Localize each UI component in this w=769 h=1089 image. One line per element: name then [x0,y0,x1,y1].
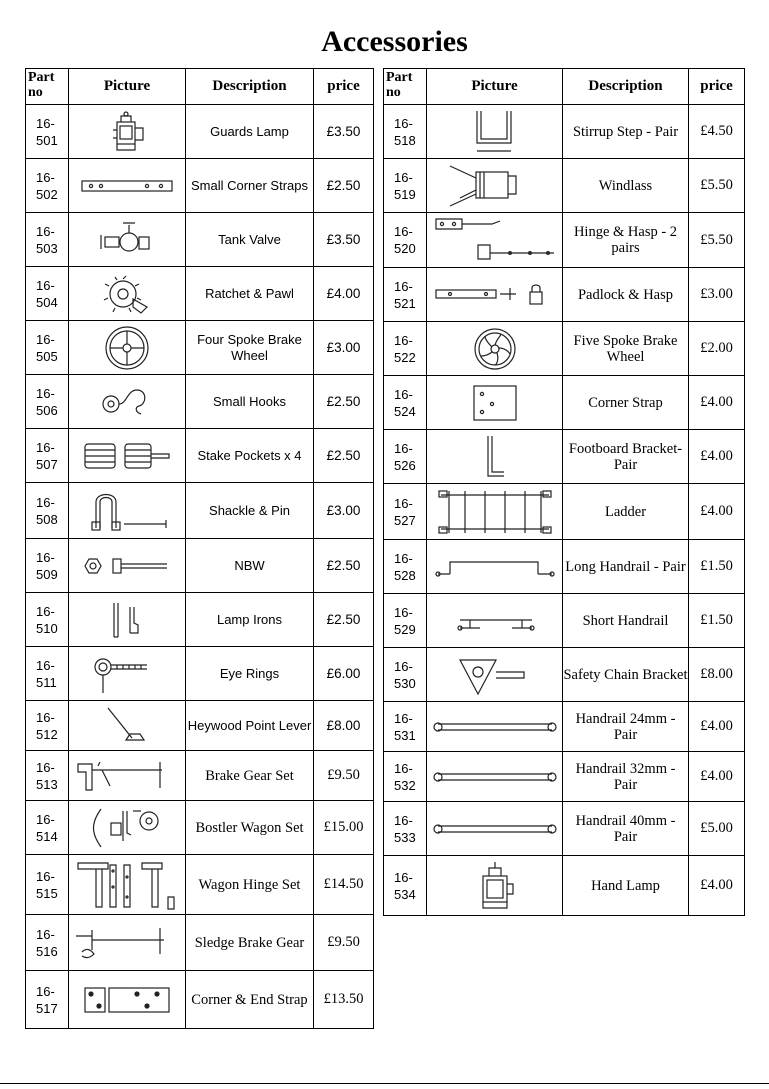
description: Guards Lamp [186,105,314,159]
part-number: 16- 526 [384,430,427,484]
table-row [384,802,745,856]
price: £14.50 [314,855,374,915]
part-number: 16- 529 [384,594,427,648]
header-price: price [314,69,374,105]
page-title: Accessories [321,25,468,58]
table-row [26,267,374,321]
table-row [26,915,374,971]
part-number: 16- 531 [384,702,427,752]
part-number: 16- 522 [384,322,427,376]
part-number: 16- 520 [384,213,427,268]
header-part-no: Part no [384,69,427,105]
description: Handrail 32mm - Pair [563,752,689,802]
table-row [384,484,745,540]
ratchet-pawl-icon [69,267,186,321]
table-row [384,856,745,916]
header-description: Description [186,69,314,105]
stake-pockets-icon [69,429,186,483]
eye-rings-icon [69,647,186,701]
table-row [26,539,374,593]
price: £9.50 [314,915,374,971]
five-spoke-wheel-icon [427,322,563,376]
brake-gear-icon [69,751,186,801]
corner-strap-icon [69,159,186,213]
part-number: 16- 534 [384,856,427,916]
corner-plate-icon [427,376,563,430]
part-number: 16- 530 [384,648,427,702]
shackle-pin-icon [69,483,186,539]
part-number: 16- 509 [26,539,69,593]
table-row [26,213,374,267]
description: Safety Chain Bracket [563,648,689,702]
price: £2.00 [689,322,745,376]
part-number: 16- 512 [26,701,69,751]
price: £3.00 [689,268,745,322]
price: £3.50 [314,105,374,159]
price: £1.50 [689,540,745,594]
table-row [26,855,374,915]
part-number: 16- 518 [384,105,427,159]
part-number: 16- 504 [26,267,69,321]
price: £2.50 [314,159,374,213]
point-lever-icon [69,701,186,751]
table-row [384,702,745,752]
description: Ladder [563,484,689,540]
part-number: 16- 528 [384,540,427,594]
stirrup-step-icon [427,105,563,159]
table-row [384,752,745,802]
table-row [384,159,745,213]
description: Tank Valve [186,213,314,267]
description: Corner & End Strap [186,971,314,1029]
price: £3.50 [314,213,374,267]
handrail-rod-icon [427,802,563,856]
table-row [26,701,374,751]
hand-lamp-icon [427,856,563,916]
price: £4.00 [689,702,745,752]
four-spoke-wheel-icon [69,321,186,375]
description: Short Handrail [563,594,689,648]
hinge-set-icon [69,855,186,915]
header-picture: Picture [427,69,563,105]
description: Small Hooks [186,375,314,429]
description: Footboard Bracket- Pair [563,430,689,484]
part-number: 16- 516 [26,915,69,971]
description: NBW [186,539,314,593]
part-number: 16- 501 [26,105,69,159]
table-row [384,540,745,594]
wagon-set-icon [69,801,186,855]
part-number: 16- 507 [26,429,69,483]
nbw-icon [69,539,186,593]
ladder-icon [427,484,563,540]
price: £4.00 [689,430,745,484]
table-row [26,105,374,159]
part-number: 16- 505 [26,321,69,375]
description: Corner Strap [563,376,689,430]
price: £2.50 [314,429,374,483]
part-number: 16- 506 [26,375,69,429]
description: Small Corner Straps [186,159,314,213]
hooks-icon [69,375,186,429]
footboard-bracket-icon [427,430,563,484]
description: Shackle & Pin [186,483,314,539]
hinge-hasp-icon [427,213,563,268]
description: Four Spoke Brake Wheel [186,321,314,375]
description: Five Spoke Brake Wheel [563,322,689,376]
table-row [384,648,745,702]
table-row [26,971,374,1029]
description: Heywood Point Lever [186,701,314,751]
table-row [26,375,374,429]
part-number: 16- 517 [26,971,69,1029]
table-row [26,751,374,801]
part-number: 16- 519 [384,159,427,213]
part-number: 16- 511 [26,647,69,701]
price: £5.00 [689,802,745,856]
long-handrail-icon [427,540,563,594]
part-number: 16- 527 [384,484,427,540]
part-number: 16- 514 [26,801,69,855]
short-handrail-icon [427,594,563,648]
table-header-row [26,69,374,105]
table-row [384,213,745,268]
part-number: 16- 513 [26,751,69,801]
description: Stake Pockets x 4 [186,429,314,483]
handrail-rod-icon [427,702,563,752]
table-row [26,593,374,647]
part-number: 16- 532 [384,752,427,802]
part-number: 16- 521 [384,268,427,322]
table-row [384,105,745,159]
windlass-icon [427,159,563,213]
price: £4.00 [689,484,745,540]
description: Bostler Wagon Set [186,801,314,855]
part-number: 16- 508 [26,483,69,539]
price: £2.50 [314,539,374,593]
table-header-row [384,69,745,105]
sledge-brake-icon [69,915,186,971]
description: Eye Rings [186,647,314,701]
footer-rule [0,1083,769,1084]
header-part-no: Part no [26,69,69,105]
description: Long Handrail - Pair [563,540,689,594]
part-number: 16- 502 [26,159,69,213]
description: Handrail 40mm - Pair [563,802,689,856]
accessories-table-left [25,68,374,1029]
table-row [384,594,745,648]
tank-valve-icon [69,213,186,267]
description: Stirrup Step - Pair [563,105,689,159]
price: £5.50 [689,213,745,268]
part-number: 16- 524 [384,376,427,430]
table-row [384,268,745,322]
table-row [26,801,374,855]
description: Ratchet & Pawl [186,267,314,321]
price: £8.00 [689,648,745,702]
header-picture: Picture [69,69,186,105]
description: Hinge & Hasp - 2 pairs [563,213,689,268]
header-price: price [689,69,745,105]
description: Lamp Irons [186,593,314,647]
handrail-rod-icon [427,752,563,802]
price: £15.00 [314,801,374,855]
price: £4.00 [689,856,745,916]
price: £2.50 [314,375,374,429]
price: £4.00 [314,267,374,321]
description: Padlock & Hasp [563,268,689,322]
table-row [26,483,374,539]
header-description: Description [563,69,689,105]
table-row [384,322,745,376]
price: £6.00 [314,647,374,701]
part-number: 16- 533 [384,802,427,856]
lamp-irons-icon [69,593,186,647]
description: Wagon Hinge Set [186,855,314,915]
end-strap-icon [69,971,186,1029]
price: £8.00 [314,701,374,751]
price: £4.00 [689,752,745,802]
description: Brake Gear Set [186,751,314,801]
price: £3.00 [314,321,374,375]
price: £5.50 [689,159,745,213]
description: Sledge Brake Gear [186,915,314,971]
table-row [26,429,374,483]
price: £2.50 [314,593,374,647]
price: £4.00 [689,376,745,430]
part-number: 16- 515 [26,855,69,915]
price: £4.50 [689,105,745,159]
price: £9.50 [314,751,374,801]
description: Hand Lamp [563,856,689,916]
description: Windlass [563,159,689,213]
table-row [26,159,374,213]
chain-bracket-icon [427,648,563,702]
guards-lamp-icon [69,105,186,159]
part-number: 16- 510 [26,593,69,647]
price: £3.00 [314,483,374,539]
table-row [384,376,745,430]
price: £13.50 [314,971,374,1029]
price: £1.50 [689,594,745,648]
table-row [26,321,374,375]
accessories-table-right [383,68,745,916]
part-number: 16- 503 [26,213,69,267]
table-row [26,647,374,701]
table-row [384,430,745,484]
padlock-hasp-icon [427,268,563,322]
description: Handrail 24mm - Pair [563,702,689,752]
